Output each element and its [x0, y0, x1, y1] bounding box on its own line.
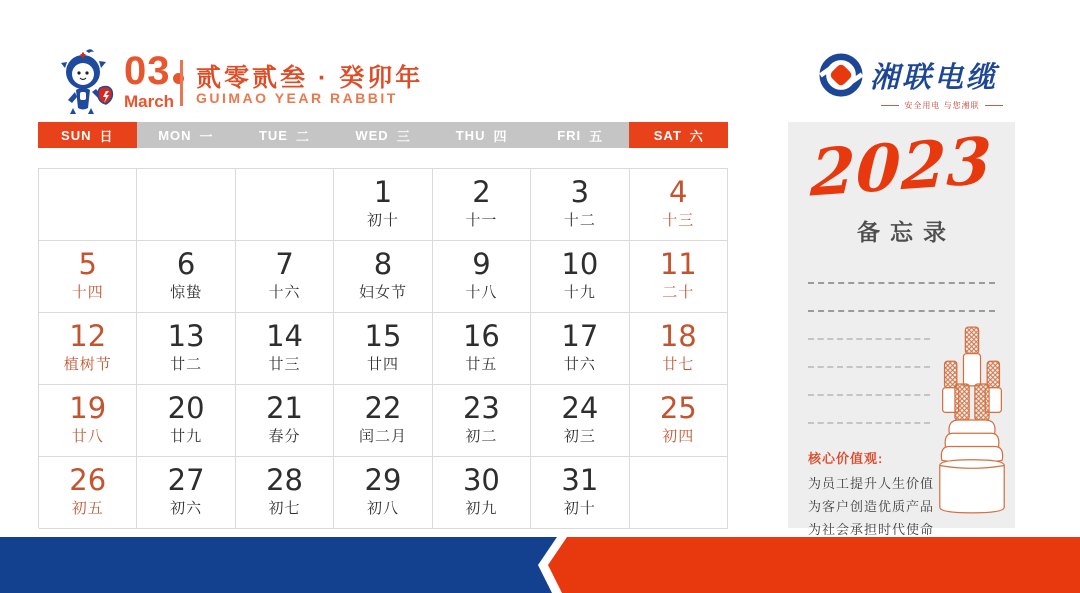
calendar-cell-28 [236, 457, 334, 529]
date-number: 2 [472, 175, 491, 209]
calendar-cell-empty [137, 169, 235, 241]
date-number: 9 [472, 247, 491, 281]
calendar-cell-12 [39, 313, 137, 385]
lunar-label: 廿五 [465, 356, 498, 373]
date-number: 6 [176, 247, 196, 281]
calendar-cell-27 [137, 457, 235, 529]
lunar-label: 廿九 [170, 428, 203, 445]
calendar-cell-empty [39, 169, 137, 241]
lunar-label: 十一 [465, 212, 498, 229]
month-name: March [124, 92, 175, 111]
lunar-label: 廿七 [662, 356, 695, 373]
core-values-line: 为社会承担时代使命 [808, 522, 935, 537]
logo-emblem-icon [818, 52, 864, 98]
bottom-band [0, 537, 1080, 593]
date-number: 1 [373, 175, 393, 209]
lunar-label: 初四 [662, 428, 695, 445]
year-title: 贰零贰叁 · 癸卯年 [196, 64, 424, 92]
calendar-cell-22 [334, 385, 432, 457]
calendar-grid [38, 168, 728, 528]
date-number: 8 [373, 247, 393, 281]
calendar-cell-14 [236, 313, 334, 385]
weekday-cell-fri: FRI 五 [531, 122, 630, 148]
calendar-cell-10 [531, 241, 629, 313]
lunar-label: 廿八 [71, 428, 104, 445]
calendar-cell-26 [39, 457, 137, 529]
lunar-label: 植树节 [63, 356, 112, 373]
calendar-cell-23 [433, 385, 531, 457]
weekday-cell-wed: WED 三 [334, 122, 433, 148]
date-number: 22 [364, 391, 402, 425]
memo-title: 备忘录 [857, 219, 956, 245]
month-block [124, 50, 194, 112]
date-number: 23 [462, 391, 500, 425]
lunar-label: 廿六 [563, 356, 596, 373]
lunar-label: 初七 [268, 500, 301, 517]
core-values-line: 为员工提升人生价值 [808, 476, 935, 491]
cable-illustration-icon [936, 320, 1008, 520]
month-number: 03 [124, 50, 194, 92]
date-number: 26 [69, 463, 107, 497]
date-number: 25 [659, 391, 697, 425]
calendar-cell-16 [433, 313, 531, 385]
lunar-label: 闰二月 [358, 428, 407, 445]
calendar-cell-21 [236, 385, 334, 457]
lunar-label: 惊蛰 [170, 284, 203, 301]
lunar-label: 春分 [268, 428, 301, 445]
tagline-dash-right [985, 105, 1003, 106]
calendar-cell-1 [334, 169, 432, 241]
lunar-label: 廿四 [366, 356, 399, 373]
calendar-cell-13 [137, 313, 235, 385]
year-brush-art: 2023 [809, 123, 994, 212]
memo-line [808, 310, 995, 312]
calendar-cell-3 [531, 169, 629, 241]
date-number: 10 [561, 247, 599, 281]
lunar-label: 廿三 [268, 356, 301, 373]
lunar-label: 十六 [268, 284, 301, 301]
mascot-icon [56, 48, 116, 118]
calendar-cell-24 [531, 385, 629, 457]
weekday-cell-sat: SAT 六 [629, 122, 728, 148]
date-number: 11 [659, 247, 697, 281]
weekday-cell-thu: THU 四 [432, 122, 531, 148]
lunar-label: 妇女节 [358, 284, 407, 301]
weekday-cell-mon: MON 一 [137, 122, 236, 148]
lunar-label: 初三 [563, 428, 596, 445]
date-number: 24 [561, 391, 599, 425]
lunar-label: 初九 [465, 500, 498, 517]
calendar-cell-29 [334, 457, 432, 529]
date-number: 3 [570, 175, 590, 209]
calendar-cell-20 [137, 385, 235, 457]
lunar-label: 十八 [465, 284, 498, 301]
tagline-text: 安全用电 与您湘联 [904, 101, 980, 110]
lunar-label: 初五 [71, 500, 104, 517]
company-tagline [866, 100, 1018, 111]
lunar-label: 二十 [662, 284, 695, 301]
date-number: 13 [167, 319, 205, 353]
calendar-cell-17 [531, 313, 629, 385]
date-number: 12 [69, 319, 107, 353]
tagline-dash-left [881, 105, 899, 106]
date-number: 31 [561, 463, 599, 497]
company-name: 湘联电缆 [870, 59, 999, 94]
calendar-cell-31 [531, 457, 629, 529]
calendar-cell-6 [137, 241, 235, 313]
date-number: 18 [659, 319, 697, 353]
date-number: 28 [266, 463, 304, 497]
calendar-cell-empty [630, 457, 728, 529]
calendar-cell-25 [630, 385, 728, 457]
calendar-cell-5 [39, 241, 137, 313]
calendar-cell-9 [433, 241, 531, 313]
date-number: 5 [78, 247, 97, 281]
date-number: 4 [669, 175, 688, 209]
header-divider [180, 60, 183, 106]
date-number: 27 [167, 463, 205, 497]
date-number: 21 [266, 391, 304, 425]
lunar-label: 初二 [465, 428, 498, 445]
weekday-header-row [38, 122, 728, 148]
date-number: 20 [167, 391, 205, 425]
memo-line [808, 338, 930, 340]
year-subtitle: GUIMAO YEAR RABBIT [196, 90, 398, 106]
date-number: 19 [69, 391, 107, 425]
date-number: 17 [561, 319, 599, 353]
core-values-line: 为客户创造优质产品 [808, 499, 935, 514]
calendar-cell-8 [334, 241, 432, 313]
date-number: 16 [462, 319, 500, 353]
lunar-label: 十三 [662, 212, 695, 229]
date-number: 14 [266, 319, 304, 353]
calendar-cell-2 [433, 169, 531, 241]
date-number: 7 [275, 247, 294, 281]
lunar-label: 初六 [170, 500, 203, 517]
lunar-label: 十九 [563, 284, 596, 301]
lunar-label: 初八 [366, 500, 399, 517]
memo-line [808, 282, 995, 284]
memo-line [808, 394, 930, 396]
lunar-label: 初十 [563, 500, 596, 517]
lunar-label: 初十 [366, 212, 399, 229]
lunar-label: 十四 [71, 284, 104, 301]
calendar-cell-empty [236, 169, 334, 241]
calendar-cell-15 [334, 313, 432, 385]
date-number: 30 [462, 463, 500, 497]
date-number: 15 [364, 319, 402, 353]
lunar-label: 十二 [563, 212, 596, 229]
calendar-cell-7 [236, 241, 334, 313]
weekday-cell-tue: TUE 二 [235, 122, 334, 148]
header-left [56, 48, 194, 118]
calendar-cell-11 [630, 241, 728, 313]
calendar-cell-18 [630, 313, 728, 385]
calendar-cell-30 [433, 457, 531, 529]
memo-line [808, 422, 930, 424]
company-logo [818, 52, 1018, 111]
weekday-cell-sun: SUN 日 [38, 122, 137, 148]
date-number: 29 [364, 463, 402, 497]
memo-line [808, 366, 930, 368]
lunar-label: 廿二 [170, 356, 203, 373]
memo-panel [788, 122, 1015, 537]
core-values-title: 核心价值观: [808, 451, 884, 466]
calendar-cell-19 [39, 385, 137, 457]
calendar-cell-4 [630, 169, 728, 241]
